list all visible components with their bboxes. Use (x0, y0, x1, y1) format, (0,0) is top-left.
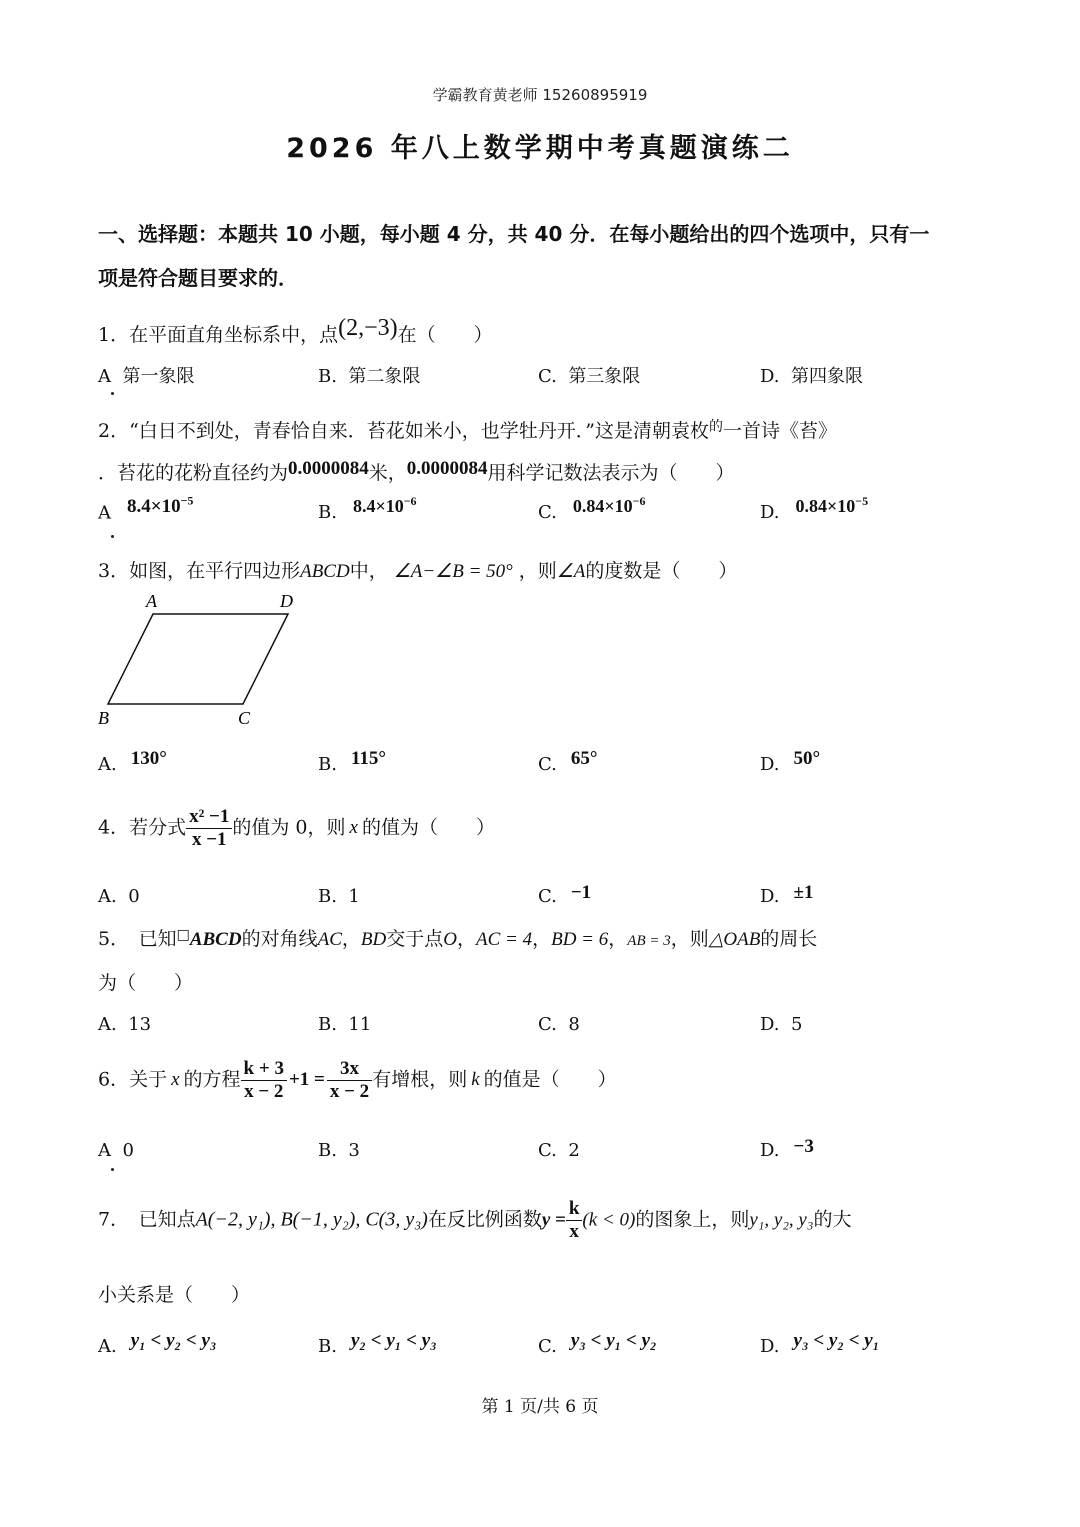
q6-option-b[interactable]: B. 3 (318, 1140, 360, 1161)
question-6: 6．关于 x 的方程 $\frac{k + 3}{x - 2}$ +1 = $\frac{3x}{x - 2}$ 有增根，则 k 的值是（ ） (98, 1058, 617, 1102)
q6-option-c[interactable]: C. 2 (538, 1140, 580, 1161)
q4-option-a[interactable]: A. 0 (98, 886, 140, 907)
label-d: D (280, 591, 293, 611)
fraction: $\frac{k}{x}$ (566, 1198, 583, 1243)
q1-option-d[interactable]: D. 第四象限 (760, 366, 863, 387)
label-a: A (146, 591, 157, 611)
section-heading-line1: 一、选择题：本题共 10 小题，每小题 4 分，共 40 分．在每小题给出的四个选项中，只有一 (98, 222, 930, 246)
q6-option-d[interactable]: D. −3 (760, 1136, 814, 1161)
q1-option-b[interactable]: B. 第二象限 (318, 366, 421, 387)
page-footer: 第 1 页/共 6 页 (481, 1397, 599, 1417)
question-2-line1: 2．“白日不到处，青春恰自来．苔花如米小，也学牡丹开．”这是清朝袁枚$^的$一首诗《苔》 (98, 419, 838, 442)
point-coordinate: (2,−3) (338, 315, 398, 341)
q5-option-a[interactable]: A. 13 (98, 1014, 152, 1035)
q3-option-b[interactable]: B. 115° (318, 748, 387, 775)
q7-option-d[interactable]: D. y₃ < y₂ < y₁ (760, 1330, 880, 1357)
fraction-right: $\frac{3x}{x - 2}$ (327, 1058, 372, 1103)
label-c: C (238, 708, 251, 728)
q2-option-a[interactable]: A $8.4\times 10^{-5}$ (98, 494, 194, 524)
q5-option-d[interactable]: D. 5 (760, 1014, 803, 1035)
q7-option-a[interactable]: A. y₁ < y₂ < y₃ (98, 1330, 217, 1357)
q4-option-c[interactable]: C. −1 (538, 882, 592, 907)
q5-option-b[interactable]: B. 11 (318, 1014, 372, 1035)
q6-option-a[interactable]: A 0 (98, 1140, 134, 1161)
q1-option-c[interactable]: C. 第三象限 (538, 366, 641, 387)
q2-option-d[interactable]: D. $0.84\times 10^{-5}$ (760, 494, 869, 523)
q4-option-d[interactable]: D. ±1 (760, 882, 814, 907)
question-7-line1: 7． 已知点A(−2, y₁), B(−1, y₂), C(3, y₃)在反比例函数y = $\frac{k}{x}$ (k < 0)的图象上，则y₁, y₂, y₃的大 (98, 1198, 852, 1242)
q4-option-b[interactable]: B. 1 (318, 886, 360, 907)
q1-option-a[interactable]: A 第一象限 (98, 366, 195, 387)
page-title: 2026 年八上数学期中考真题演练二 (286, 133, 794, 164)
question-5-line2: 为（ ） (98, 972, 194, 994)
question-1: 1．在平面直角坐标系中，点(2,−3)在（ ） (98, 315, 493, 346)
q7-option-c[interactable]: C. y₃ < y₁ < y₂ (538, 1330, 657, 1357)
q2-option-b[interactable]: B. $8.4\times 10^{-6}$ (318, 494, 417, 523)
question-5-line1: 5． 已知□ABCD的对角线AC，BD交于点O，AC = 4，BD = 6，AB = 3，则△OAB的周长 (98, 927, 818, 950)
question-4: 4．若分式 $\frac{\text{x² −1}}{x -1}$ 的值为 0，则 x 的值为（ ） (98, 806, 495, 850)
section-heading-line2: 项是符合题目要求的． (98, 266, 298, 290)
q3-option-d[interactable]: D. 50° (760, 748, 821, 775)
q3-option-c[interactable]: C. 65° (538, 748, 598, 775)
question-2-line2: ．苔花的花粉直径约为0.0000084米，0.0000084用科学记数法表示为（ ） (98, 458, 735, 484)
parallelogram-shape (108, 614, 288, 704)
parallelogram-figure (90, 588, 320, 733)
label-b: B (98, 708, 109, 728)
q2-option-c[interactable]: C. $0.84\times 10^{-6}$ (538, 494, 646, 523)
question-7-line2: 小关系是（ ） (98, 1284, 251, 1306)
header-note: 学霸教育黄老师 15260895919 (432, 86, 648, 104)
question-3: 3．如图，在平行四边形ABCD中， ∠A−∠B = 50° ，则∠A的度数是（ ） (98, 560, 738, 582)
q5-option-c[interactable]: C. 8 (538, 1014, 580, 1035)
fraction: $\frac{\text{x² −1}}{x -1}$ (186, 806, 232, 851)
fraction-left: $\frac{k + 3}{x - 2}$ (241, 1058, 287, 1103)
q3-option-a[interactable]: A. 130° (98, 748, 167, 775)
q7-option-b[interactable]: B. y₂ < y₁ < y₃ (318, 1330, 437, 1357)
